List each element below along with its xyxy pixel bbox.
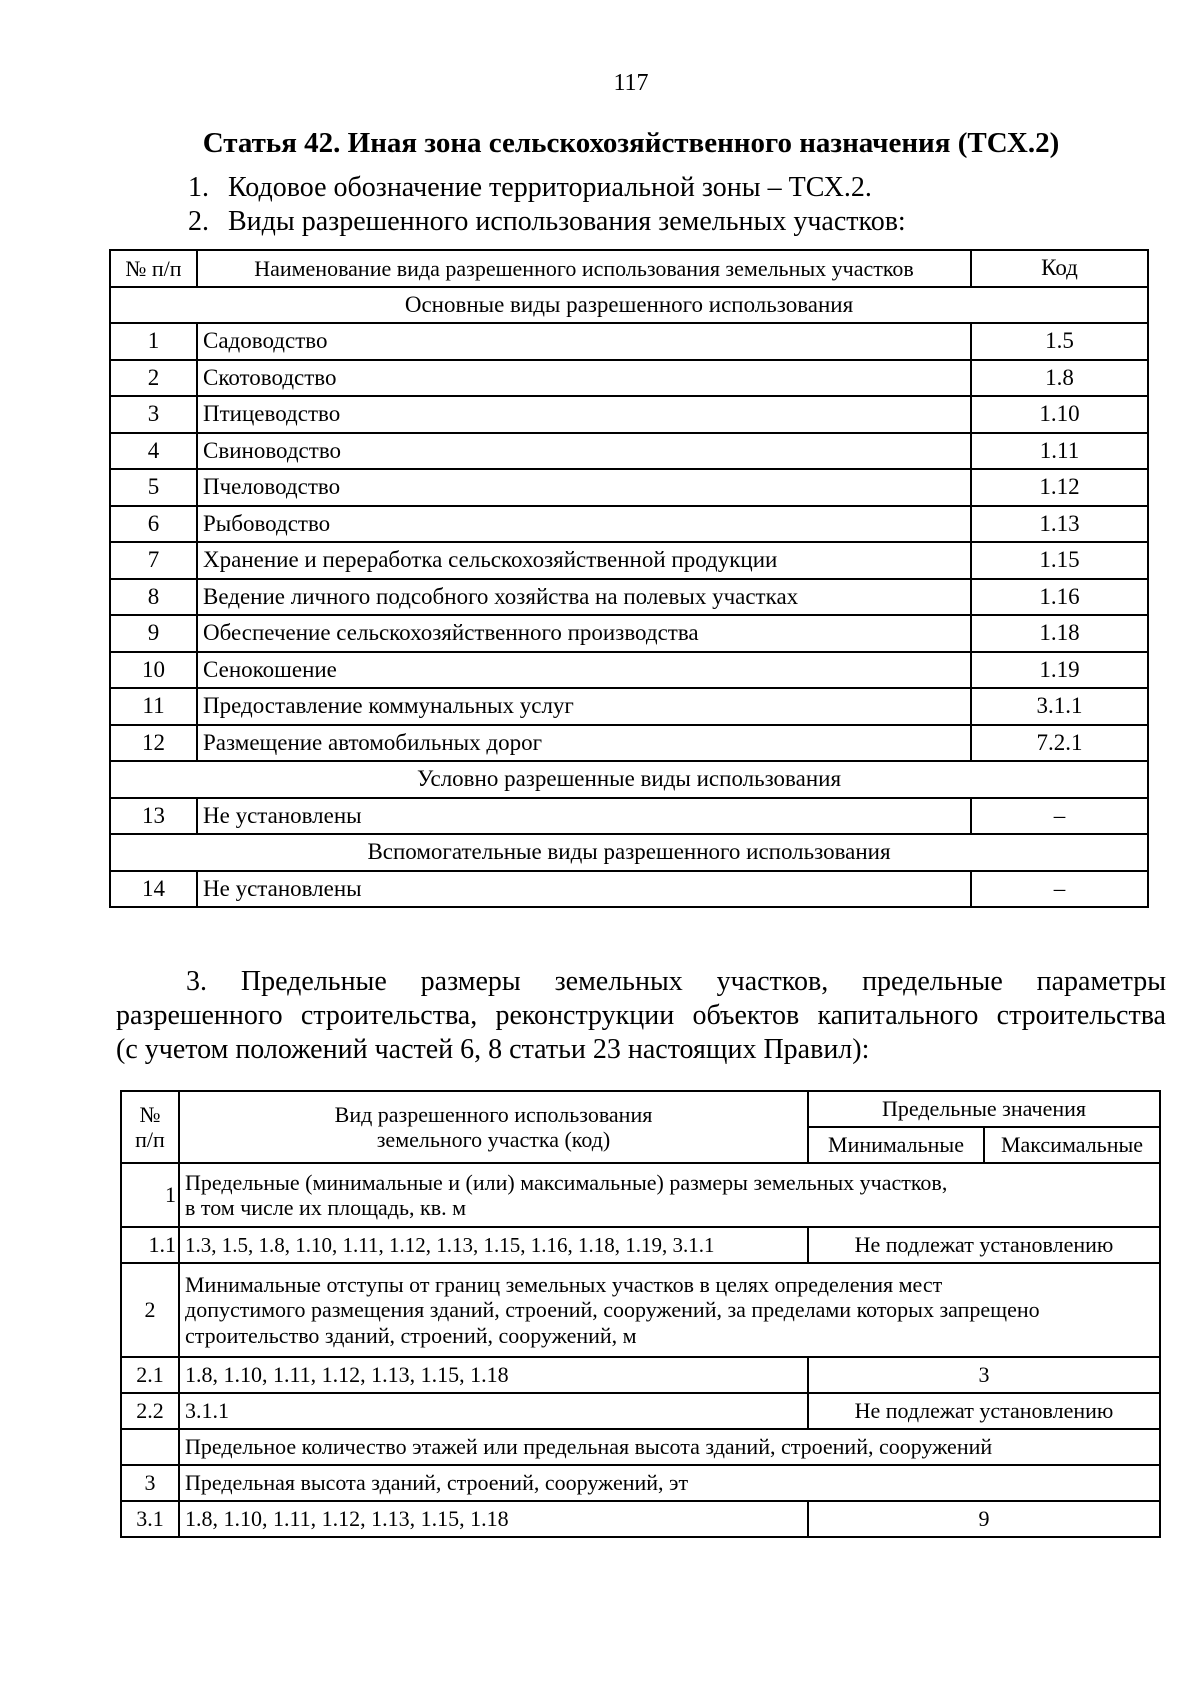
row-num: 2.1 [121, 1357, 179, 1393]
row-value: 3 [808, 1357, 1160, 1393]
row-text: Предельное количество этажей или предельная высота зданий, строений, сооружений [179, 1429, 1160, 1465]
header-min: Минимальные [808, 1127, 984, 1163]
section-row [110, 834, 1148, 871]
row-name: Не установлены [197, 798, 971, 835]
table-row [110, 871, 1148, 908]
row-num: 12 [110, 725, 197, 762]
row-num: 3 [110, 396, 197, 433]
row-code: 1.13 [971, 506, 1148, 543]
table-row [110, 433, 1148, 470]
row-code: 1.16 [971, 579, 1148, 616]
row-num: 3 [121, 1465, 179, 1501]
row-code: – [971, 871, 1148, 908]
row-code: 7.2.1 [971, 725, 1148, 762]
row-text: Предельная высота зданий, строений, сооружений, эт [179, 1465, 1160, 1501]
row-name: Размещение автомобильных дорог [197, 725, 971, 762]
row-code: 1.10 [971, 396, 1148, 433]
table-row [121, 1263, 1160, 1357]
table-row [110, 688, 1148, 725]
table-row [121, 1163, 1160, 1227]
list-item-1 [188, 172, 872, 204]
table-row [121, 1357, 1160, 1393]
row-num-empty [121, 1429, 179, 1465]
row-num: 3.1 [121, 1501, 179, 1537]
table-row [110, 360, 1148, 397]
table-header-row [121, 1091, 1160, 1127]
row-codes: 1.8, 1.10, 1.11, 1.12, 1.13, 1.15, 1.18 [179, 1357, 808, 1393]
row-name: Сенокошение [197, 652, 971, 689]
row-name: Не установлены [197, 871, 971, 908]
header-kind-line-1: Вид разрешенного использования [334, 1101, 653, 1127]
row-num: 1 [121, 1163, 179, 1227]
row-code: 1.11 [971, 433, 1148, 470]
row-code: 1.18 [971, 615, 1148, 652]
table-row [110, 579, 1148, 616]
table-row [110, 542, 1148, 579]
table-row [110, 323, 1148, 360]
row-num: 11 [110, 688, 197, 725]
header-kind [179, 1091, 808, 1163]
row-code: 1.19 [971, 652, 1148, 689]
article-title: Статья 42. Иная зона сельскохозяйственного назначения (ТСХ.2) [202, 127, 1060, 159]
row-value: Не подлежат установлению [808, 1227, 1160, 1263]
header-num-line-1: № [139, 1101, 161, 1127]
row-code: 3.1.1 [971, 688, 1148, 725]
row-text [179, 1263, 1160, 1357]
row-code: 1.5 [971, 323, 1148, 360]
list-item-number: 1. [188, 172, 209, 203]
row-text [179, 1163, 1160, 1227]
row-text-line-2: допустимого размещения зданий, строений, сооружений, за пределами которых запрещено [185, 1297, 1040, 1323]
row-text-line-1: Минимальные отступы от границ земельных участков в целях определения мест [185, 1272, 943, 1298]
row-codes: 1.3, 1.5, 1.8, 1.10, 1.11, 1.12, 1.13, 1.15, 1.16, 1.18, 1.19, 3.1.1 [179, 1227, 808, 1263]
row-name: Свиноводство [197, 433, 971, 470]
row-code: 1.12 [971, 469, 1148, 506]
row-text-line-2: в том числе их площадь, кв. м [185, 1195, 467, 1220]
row-text-line-1: Предельные (минимальные и (или) максимальные) размеры земельных участков, [185, 1169, 948, 1195]
section-row [110, 287, 1148, 324]
row-value: 9 [808, 1501, 1160, 1537]
row-name: Садоводство [197, 323, 971, 360]
table-row [110, 798, 1148, 835]
table-row [121, 1393, 1160, 1429]
page-number: 117 [613, 70, 649, 96]
row-num: 7 [110, 542, 197, 579]
header-limit-values: Предельные значения [808, 1091, 1160, 1127]
header-kind-line-2: земельного участка (код) [376, 1127, 611, 1152]
header-num-line-2: п/п [135, 1127, 165, 1152]
list-item-number: 2. [188, 206, 209, 237]
row-codes: 3.1.1 [179, 1393, 808, 1429]
section-conditional: Условно разрешенные виды использования [110, 761, 1148, 798]
row-num: 10 [110, 652, 197, 689]
row-num: 5 [110, 469, 197, 506]
header-max: Максимальные [984, 1127, 1160, 1163]
row-num: 8 [110, 579, 197, 616]
row-codes: 1.8, 1.10, 1.11, 1.12, 1.13, 1.15, 1.18 [179, 1501, 808, 1537]
row-name: Ведение личного подсобного хозяйства на полевых участках [197, 579, 971, 616]
table-row [110, 615, 1148, 652]
row-num: 2 [121, 1263, 179, 1357]
section-row [110, 761, 1148, 798]
table-row [110, 469, 1148, 506]
row-code: – [971, 798, 1148, 835]
row-num: 2.2 [121, 1393, 179, 1429]
section-auxiliary: Вспомогательные виды разрешенного использования [110, 834, 1148, 871]
table-row [110, 725, 1148, 762]
table-row [110, 396, 1148, 433]
row-num: 14 [110, 871, 197, 908]
table-header-row [110, 250, 1148, 287]
table-row [121, 1501, 1160, 1537]
table-row [110, 506, 1148, 543]
row-num: 13 [110, 798, 197, 835]
row-name: Обеспечение сельскохозяйственного производства [197, 615, 971, 652]
list-item-text: Виды разрешенного использования земельных участков: [228, 206, 906, 237]
header-code: Код [971, 250, 1148, 287]
table-row [121, 1465, 1160, 1501]
table-row [121, 1429, 1160, 1465]
table-row [121, 1227, 1160, 1263]
row-num: 9 [110, 615, 197, 652]
row-name: Рыбоводство [197, 506, 971, 543]
row-code: 1.15 [971, 542, 1148, 579]
section-main: Основные виды разрешенного использования [110, 287, 1148, 324]
row-text-line-3: строительство зданий, строений, сооружений, м [185, 1322, 637, 1348]
table-row [110, 652, 1148, 689]
header-num: № п/п [110, 250, 197, 287]
row-num: 2 [110, 360, 197, 397]
limit-parameters-table [120, 1090, 1161, 1538]
row-name: Скотоводство [197, 360, 971, 397]
paragraph-3 [116, 965, 1166, 1067]
permitted-uses-table [109, 249, 1149, 908]
row-num: 1 [110, 323, 197, 360]
row-name: Пчеловодство [197, 469, 971, 506]
list-item-2 [188, 206, 906, 238]
row-code: 1.8 [971, 360, 1148, 397]
list-item-text: Кодовое обозначение территориальной зоны – ТСХ.2. [228, 172, 872, 203]
header-num [121, 1091, 179, 1163]
paragraph-3-line-2: разрешенного строительства, реконструкции объектов капитального строительства [116, 1000, 1166, 1031]
row-num: 1.1 [121, 1227, 179, 1263]
paragraph-3-line-1: 3. Предельные размеры земельных участков, предельные параметры [186, 966, 1166, 997]
row-num: 6 [110, 506, 197, 543]
paragraph-3-line-3: (с учетом положений частей 6, 8 статьи 23 настоящих Правил): [116, 1034, 870, 1065]
header-name: Наименование вида разрешенного использования земельных участков [197, 250, 971, 287]
row-num: 4 [110, 433, 197, 470]
row-name: Предоставление коммунальных услуг [197, 688, 971, 725]
row-name: Птицеводство [197, 396, 971, 433]
row-name: Хранение и переработка сельскохозяйственной продукции [197, 542, 971, 579]
row-value: Не подлежат установлению [808, 1393, 1160, 1429]
